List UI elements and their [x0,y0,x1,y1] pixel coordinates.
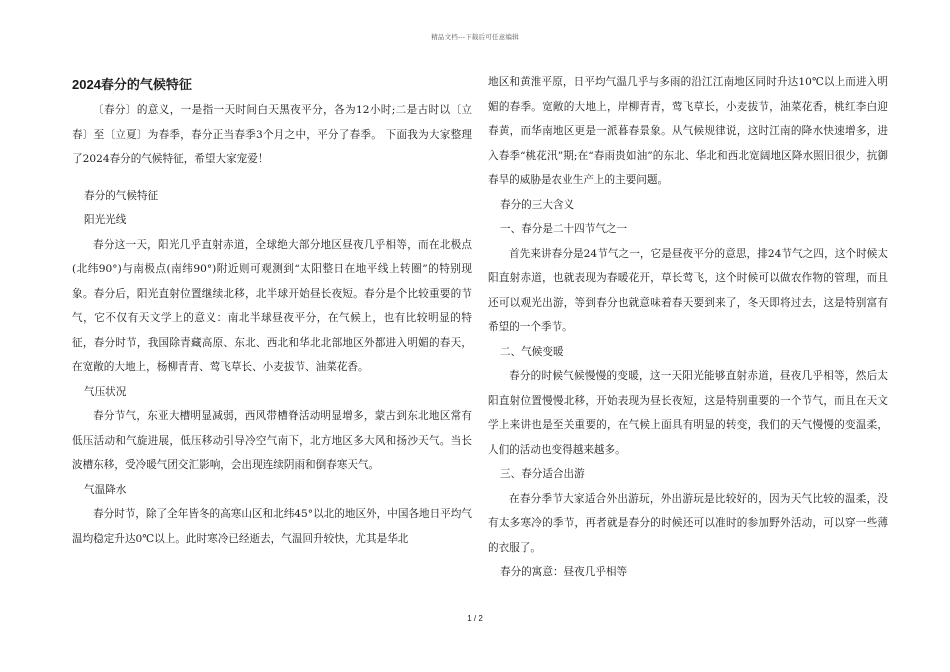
subheading-meaning: 春分的寓意：昼夜几乎相等 [500,566,628,578]
paragraph-continued: 地区和黄淮平原，日平均气温几乎与多雨的沿江江南地区同时升达10℃以上而进入明媚的春季。宽敞的大地上，岸柳青青，莺飞草长，小麦拔节，油菜花香，桃红李白迎春黄，而华南地区更是一派暮春景象。从气候规律说，这时江南的降水快速增多，进入春季“桃花汛”期;在“春雨贵如油”的东北、华北和西北宽阔地区降水照旧很少，抗御春旱的威胁是农业生产上的主要问题。 [488,76,888,186]
section-heading-meanings: 春分的三大含义 [500,198,575,211]
subheading-pressure: 气压状况 [84,385,127,398]
subheading-temperature: 气温降水 [84,483,127,496]
page-header: 精品文档---下载后可任意编辑 [431,33,519,41]
subheading-outing: 三、春分适合出游 [500,468,585,480]
intro-paragraph: 〔春分〕的意义，一是指一天时间白天黑夜平分，各为12小时;二是古时以〔立春〕至〔立夏〕为春季，春分正当春季3个月之中，平分了春季。 下面我为大家整理了2024春分的气候特征，希望大家宠爱！ [72,104,472,165]
subheading-warming: 二、气候变暖 [500,345,564,358]
paragraph-outing: 在春分季节大家适合外出游玩，外出游玩是比较好的，因为天气比较的温柔，没有太多寒冷的季节，再者就是春分的时候还可以准时的参加野外活动，可以穿一些薄的衣服了。 [488,492,888,554]
page-number: 1 / 2 [467,614,483,623]
subheading-sunlight: 阳光光线 [84,214,127,226]
subheading-solar-term: 一、春分是二十四节气之一 [500,223,628,235]
paragraph-pressure: 春分节气，东亚大槽明显减弱，西风带槽脊活动明显增多，蒙古到东北地区常有低压活动和气旋进展，低压移动引导冷空气南下，北方地区多大风和扬沙天气。当长波槽东移，受冷暖气团交汇影响，会出现连续阴雨和倒春寒天气。 [72,410,472,471]
paragraph-warming: 春分的时候气候慢慢的变暖，这一天阳光能够直射赤道，昼夜几乎相等，然后太阳直射位置慢慢北移，开始表现为昼长夜短，这是特别重要的一个节气，而且在天文学上来讲也是至关重要的，在气候上面具有明显的转变，我们的天气慢慢的变温柔，人们的活动也变得越来越多。 [488,370,888,456]
paragraph-temperature: 春分时节，除了全年皆冬的高寒山区和北纬45°以北的地区外，中国各地日平均气温均稳定升达0℃以上。此时寒冷已经逝去，气温回升较快，尤其是华北 [72,508,472,545]
spacer [72,172,472,184]
paragraph-sunlight: 春分这一天，阳光几乎直射赤道，全球绝大部分地区昼夜几乎相等，而在北极点(北纬90°)与南极点(南纬90°)附近则可观测到“太阳整日在地平线上转圈”的特别现象。春分后，阳光直射位置继续北移，北半球开始昼长夜短。春分是个比较重要的节气，它不仅有天文学上的意义：南北半球昼夜平分，在气候上，也有比较明显的特征，春分时节，我国除青藏高原、东北、西北和华北北部地区外都进入明媚的春天，在宽敞的大地上，杨柳青青、莺飞草长、小麦拔节、油菜花香。 [72,238,472,373]
paragraph-solar-term: 首先来讲春分是24节气之一，它是昼夜平分的意思，排24节气之四，这个时候太阳直射赤道，也就表现为春暖花开，草长莺飞，这个时候可以做农作物的管理，而且还可以观光出游，等到春分也就意味着春天要到来了，冬天即将过去，这是特别富有希望的一个季节。 [488,247,888,333]
right-column [488,70,888,585]
article-title: 2024春分的气候特征 [72,77,192,92]
left-column [72,70,472,551]
section-heading: 春分的气候特征 [84,189,159,202]
